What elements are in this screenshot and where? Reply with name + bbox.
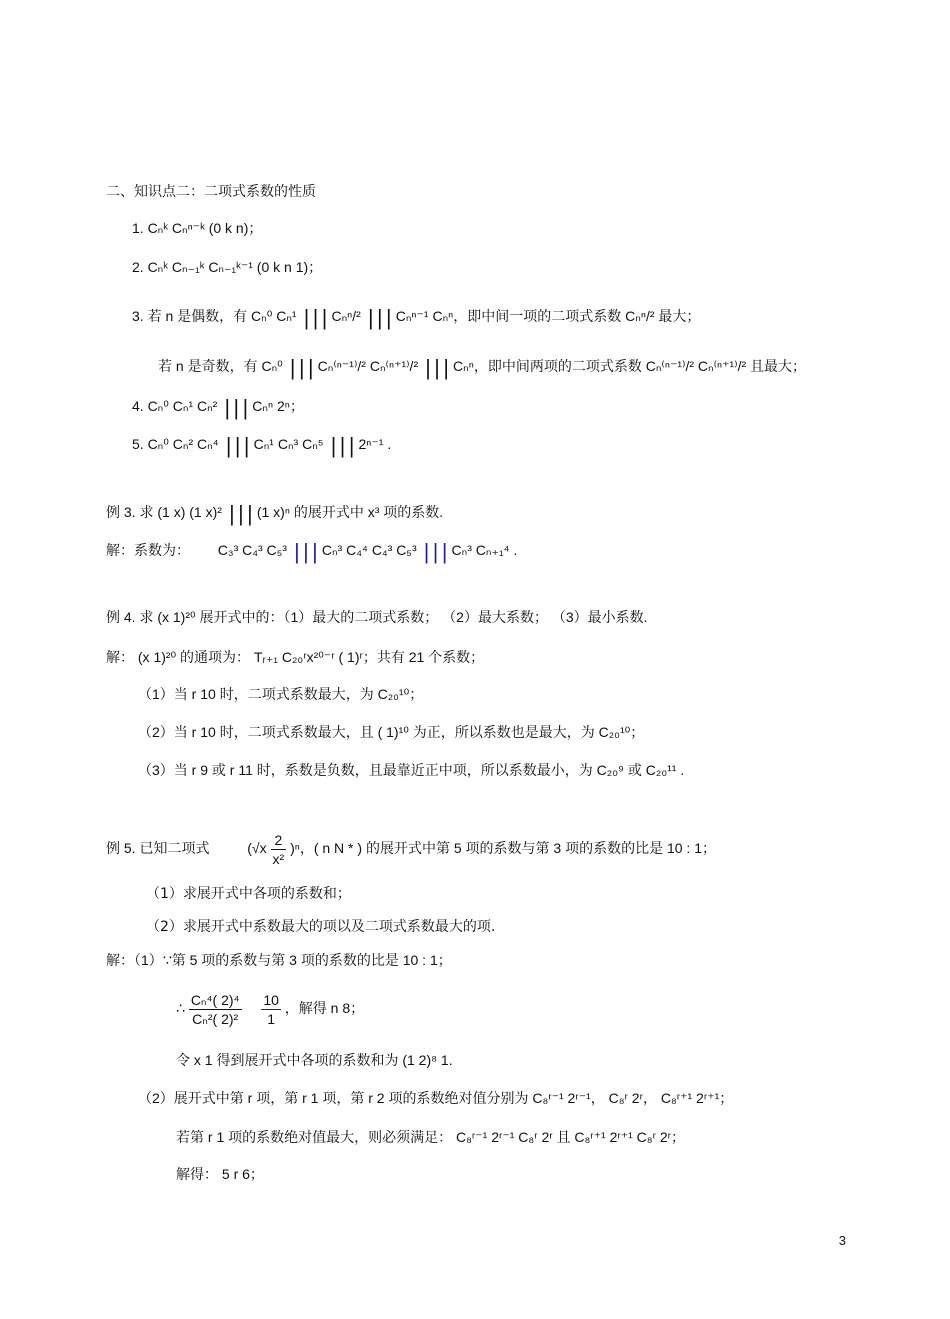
property-3-odd-part-a: 若 n 是奇数，有 Cₙ⁰ (158, 358, 283, 374)
example-5-expr-pre: (√x (247, 840, 267, 856)
example-4-solution: 解： (x 1)²⁰ 的通项为： Tᵣ₊₁ C₂₀ʳx²⁰⁻ʳ ( 1)ʳ；共有 21 个系数； (106, 649, 485, 665)
example-4-step-1: （1）当 r 10 时，二项式系数最大，为 C₂₀¹⁰； (138, 686, 424, 702)
example-5-solution-1: 解：（1）∵第 5 项的系数与第 3 项的系数的比是 10 : 1； (106, 952, 452, 968)
example-4-step-3: （3）当 r 9 或 r 11 时，系数是负数，且最靠近正中项，所以系数最小，为 C₂₀⁹ 或 C₂₀¹¹ . (138, 762, 685, 778)
example-5-condition: 若第 r 1 项的系数绝对值最大，则必须满足： C₈ʳ⁻¹ 2ʳ⁻¹ C₈ʳ 2ʳ 且 C₈ʳ⁺¹ 2ʳ⁺¹ C₈ʳ 2ʳ； (176, 1129, 685, 1145)
example-3-solution (106, 539, 518, 564)
example-5-sum-line: 令 x 1 得到展开式中各项的系数和为 (1 2)⁸ 1. (176, 1052, 453, 1068)
example-3-expr-b: (1 x)ⁿ 的展开式中 x³ 项的系数. (256, 504, 444, 520)
property-5-part-b: Cₙ¹ Cₙ³ Cₙ⁵ (253, 436, 324, 452)
example-5-ratio-line (176, 988, 364, 1028)
ellipsis-bars: ||| (286, 355, 314, 380)
property-4 (132, 395, 304, 420)
example-3-solution-c: Cₙ³ Cₙ₊₁⁴ . (451, 542, 518, 558)
therefore-symbol: ∴ (176, 1000, 185, 1016)
property-3-odd-part-c: Cₙⁿ，即中间两项的二项式系数 Cₙ⁽ⁿ⁻¹⁾/² Cₙ⁽ⁿ⁺¹⁾/² 且最大； (453, 358, 807, 374)
example-3-solution-label: 解：系数为： (106, 542, 190, 558)
ellipsis-bars: ||| (364, 305, 392, 330)
example-5-expr-post: )ⁿ，( n N * ) 的展开式中第 5 项的系数与第 3 项的系数的比是 10 : 1； (290, 840, 716, 856)
property-1: 1. Cₙᵏ Cₙⁿ⁻ᵏ (0 k n)； (132, 220, 263, 236)
ratio-value-den: 1 (267, 1010, 276, 1027)
example-5-result: 解得： 5 r 6； (176, 1166, 264, 1182)
ratio-fraction-num: Cₙ⁴( 2)⁴ (190, 991, 240, 1008)
example-4-question: 例 4. 求 (x 1)²⁰ 展开式中的：（1）最大的二项式系数； （2）最大系数； （3）最小系数. (106, 609, 648, 625)
example-3-label: 例 3. 求 (106, 504, 154, 520)
ratio-fraction-den: Cₙ²( 2)² (192, 1010, 239, 1027)
example-5-label: 例 5. 已知二项式 (106, 840, 210, 856)
example-5-question (106, 830, 716, 868)
property-3-part-a: 3. 若 n 是偶数，有 Cₙ⁰ Cₙ¹ (132, 308, 297, 324)
ratio-value-fraction (261, 991, 281, 1028)
example-5-fraction (271, 831, 287, 868)
ellipsis-bars: ||| (422, 355, 450, 380)
ratio-fraction (189, 991, 242, 1028)
example-5-question-1: （1）求展开式中各项的系数和； (146, 886, 351, 902)
ratio-line-tail: ，解得 n 8； (284, 1000, 365, 1016)
example-5-fraction-num: 2 (271, 831, 287, 850)
property-2: 2. Cₙᵏ Cₙ₋₁ᵏ Cₙ₋₁ᵏ⁻¹ (0 k n 1)； (132, 259, 323, 275)
property-3-odd (158, 355, 807, 380)
property-3 (132, 305, 701, 330)
example-3-expr-a: (1 x) (1 x)² (157, 504, 222, 520)
ellipsis-bars: ||| (420, 539, 448, 564)
property-3-part-b: Cₙⁿ/² (331, 308, 361, 324)
property-4-part-b: Cₙⁿ 2ⁿ； (252, 398, 304, 414)
property-5-part-a: 5. Cₙ⁰ Cₙ² Cₙ⁴ (132, 436, 219, 452)
ellipsis-bars: ||| (327, 433, 355, 458)
ellipsis-bars: ||| (300, 305, 328, 330)
section-title: 二、知识点二：二项式系数的性质 (106, 184, 316, 200)
example-3-question (106, 501, 444, 526)
ellipsis-bars: ||| (225, 501, 253, 526)
ellipsis-bars: ||| (221, 395, 249, 420)
property-5 (132, 433, 392, 458)
example-5-question-2: （2）求展开式中系数最大的项以及二项式系数最大的项. (146, 919, 496, 935)
property-3-odd-part-b: Cₙ⁽ⁿ⁻¹⁾/² Cₙ⁽ⁿ⁺¹⁾/² (317, 358, 419, 374)
property-5-part-c: 2ⁿ⁻¹ . (358, 436, 392, 452)
property-4-part-a: 4. Cₙ⁰ Cₙ¹ Cₙ² (132, 398, 218, 414)
example-5-fraction-den: x² (272, 850, 285, 867)
example-5-solution-2: （2）展开式中第 r 项，第 r 1 项，第 r 2 项的系数绝对值分别为 C₈ʳ⁻¹ 2ʳ⁻¹， C₈ʳ 2ʳ， C₈ʳ⁺¹ 2ʳ⁺¹； (138, 1090, 734, 1106)
example-3-solution-a: C₃³ C₄³ C₅³ (217, 542, 287, 558)
property-3-part-c: Cₙⁿ⁻¹ Cₙⁿ，即中间一项的二项式系数 Cₙⁿ/² 最大； (395, 308, 701, 324)
ratio-value-num: 10 (263, 991, 279, 1008)
page-number: 3 (838, 1233, 846, 1248)
ellipsis-bars: ||| (290, 539, 318, 564)
example-4-step-2: （2）当 r 10 时，二项式系数最大，且 ( 1)¹⁰ 为正，所以系数也是最大，为 C₂₀¹⁰； (138, 724, 645, 740)
example-3-solution-b: Cₙ³ C₄⁴ C₄³ C₅³ (321, 542, 417, 558)
ellipsis-bars: ||| (222, 433, 250, 458)
